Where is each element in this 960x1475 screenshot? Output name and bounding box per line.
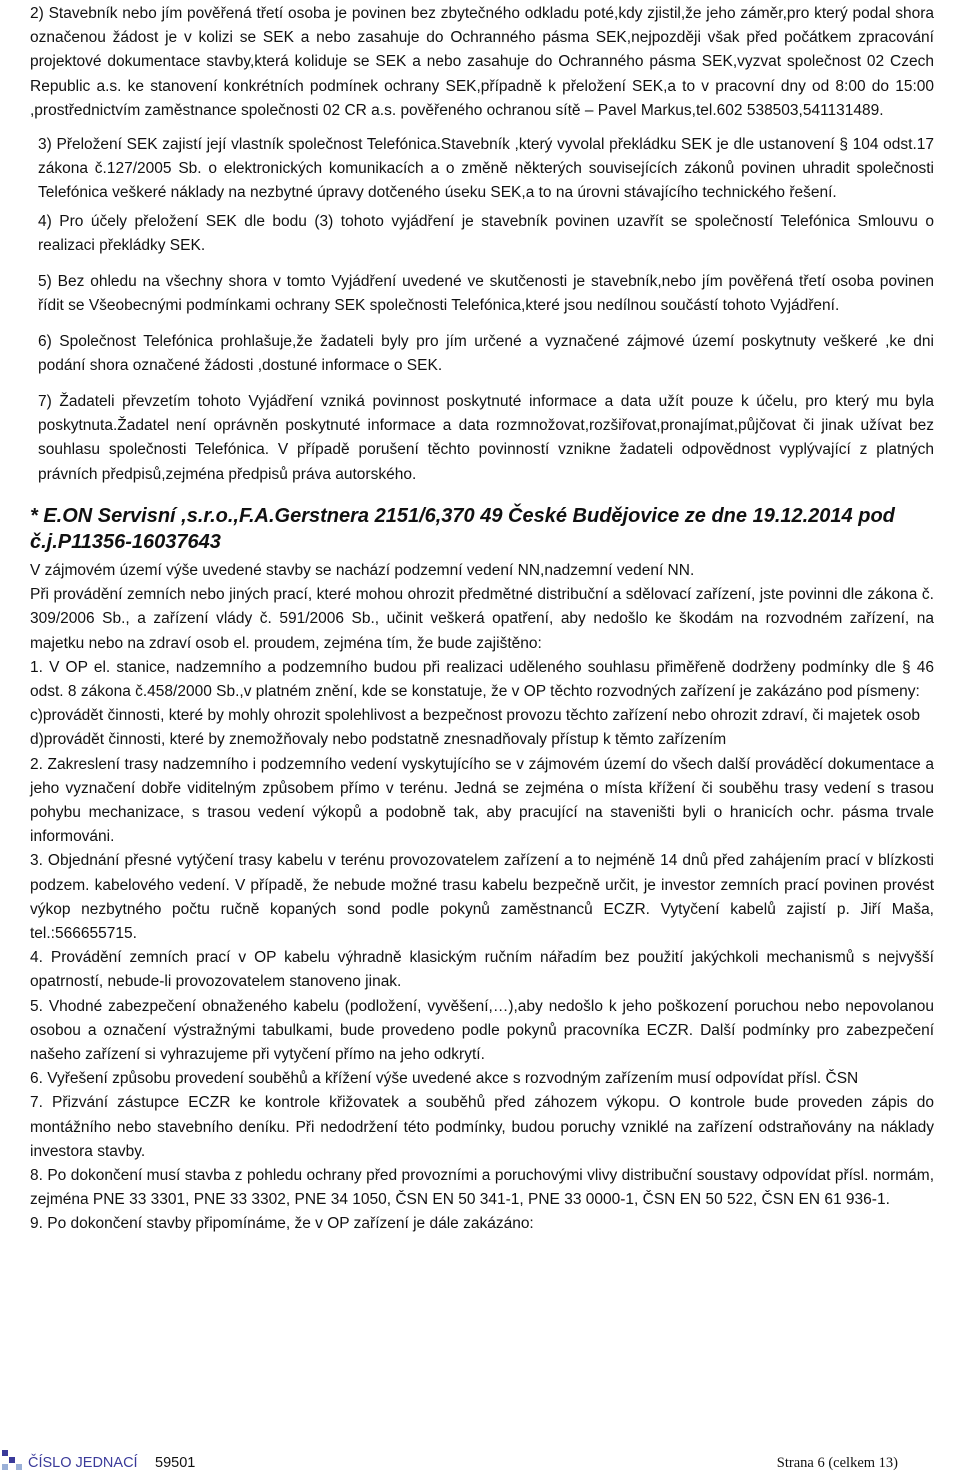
eon-section-body [30,559,934,1237]
telefonica-item-7: 7) Žadateli převzetím tohoto Vyjádření vzniká povinnost poskytnuté informace a data užít pouze k účelu, pro který mu byla poskytnuta.Žadatel není oprávněn poskytnuté informace a data rozmnožovat,rozšiřovat,pronajímat,půjčovat či jinak užívat bez souhlasu společnosti Telefónica. V případě porušení těchto povinností vznikne žadateli odpovědnost vyplývající z platných právních předpisů,zejména předpisů práva autorského. [38,393,934,483]
footer-document-number: 59501 [155,1455,196,1471]
eon-point-3: 3. Objednání přesné vytýčení trasy kabelu v terénu provozovatelem zařízení a to nejméně 14 dnů před zahájením prací v blízkosti podzem. kabelového vedení. V případě, že nebude možné trasu kabelu bezpečně určit, je investor zemních prací povinen provést výkop nezbytného počtu ručně kopaných sond podle pokynů zaměstnanců ECZR. Vytyčení kabelů zajistí p. Jiří Maša, tel.:566655715. [30,852,934,943]
telefonica-item-5: 5) Bez ohledu na všechny shora v tomto Vyjádření uvedené ve skutčenosti je stavebník,nebo jím pověřená třetí osoba povinen řídit se Všeobecnými podmínkami ochrany SEK společnosti Telefónica,které jsou nedílnou součástí tohoto Vyjádření. [38,273,934,315]
footer-document-label: ČÍSLO JEDNACÍ [28,1455,138,1471]
eon-point-1d: d)provádět činnosti, které by znemožňovaly nebo podstatně znesnadňovaly přístup k těmto zařízením [30,731,727,749]
logo-squares-icon [2,1450,22,1472]
eon-point-1: 1. V OP el. stanice, nadzemního a podzemního budou při realizaci uděleného souhlasu přiměřeně dodrženy podmínky dle § 46 odst. 8 zákona č.458/2000 Sb.,v platném znění, kde se konstatuje, že v OP těchto rozvodných zařízení je zakázáno pod písmeny: [30,658,934,701]
telefonica-item-2: 2) Stavebník nebo jím pověřená třetí osoba je povinen bez zbytečného odkladu poté,kdy zjistil,že jeho záměr,pro který podal shora označenou žádost je v kolizi se SEK a nebo zasahuje do Ochranného pásma SEK,nejpozději však před počátkem zpracování projektové dokumentace stavby,která koliduje se SEK a nebo zasahuje do Ochranného pásma SEK,vyzvat společnost 02 Czech Republic a.s. ke stanovení konkrétních podmínek ochrany SEK,případně k přeložení SEK,a to v pracovní dny od 8:00 do 15:00 ,prostřednictvím zaměstnance společnosti 02 CR a.s. pověřeného ochranou sítě – Pavel Markus,tel.602 538503,541131489. [30,5,934,119]
eon-point-5: 5. Vhodné zabezpečení obnaženého kabelu (podložení, vyvěšení,…),aby nedošlo k jeho poškození poruchou nebo nepovolanou osobou a označení výstražnými tabulkami, bude provedeno podle pokynů pracovníka ECZR. Další podmínky pro zabezpečení našeho zařízení si vyhrazujeme při vytyčení přímo na jeho odkrytí. [30,997,934,1064]
eon-point-4: 4. Provádění zemních prací v OP kabelu výhradně klasickým ručním nářadím bez použití jakýchkoli mechanismů s nejvyšší opatrností, nebude-li provozovatelem stanoveno jinak. [30,949,934,991]
eon-point-2: 2. Zakreslení trasy nadzemního i podzemního vedení vyskytujícího se v zájmovém území do všech další prováděcí dokumentace a jeho vyznačení dobře viditelným způsobem přímo v terénu. Jedná se zejména o místa křížení či souběhu trasy vedení s trasou pohybu mechanizace, s trasou vedení výkopů a podobně tak, aby pracující na staveništi byli o hranicích ochr. pásma trvale informováni. [30,755,934,846]
footer-page-number: Strana 6 (celkem 13) [776,1455,898,1471]
eon-point-1c: c)provádět činnosti, které by mohly ohrozit spolehlivost a bezpečnost provozu těchto zařízení nebo ohrozit zdraví, či majetek osob [30,707,920,725]
eon-intro: V zájmovém území výše uvedené stavby se nachází podzemní vedení NN,nadzemní vedení NN. [30,562,695,579]
eon-point-9: 9. Po dokončení stavby připomínáme, že v OP zařízení je dále zakázáno: [30,1215,534,1233]
telefonica-item-4: 4) Pro účely přeložení SEK dle bodu (3) tohoto vyjádření je stavebník povinen uzavřít se společností Telefónica Smlouvu o realizaci překládky SEK. [38,213,934,255]
eon-point-6: 6. Vyřešení způsobu provedení souběhů a křížení výše uvedené akce s rozvodným zařízením musí odpovídat přísl. ČSN [30,1070,859,1088]
telefonica-item-6: 6) Společnost Telefónica prohlašuje,že žadateli byly pro jím určené a vyznačené zájmové území poskytnuty veškeré ,ke dni podání shora označené žádosti ,dostuné informace o SEK. [38,333,934,375]
eon-point-8: 8. Po dokončení musí stavba z pohledu ochrany před provozními a poruchovými vlivy distribuční soustavy odpovídat přísl. normám, zejména PNE 33 3301, PNE 33 3302, PNE 34 1050, ČSN EN 50 341-1, PNE 33 0000-1, ČSN EN 50 522, ČSN EN 61 936-1. [30,1167,934,1209]
page-footer [0,1448,960,1475]
eon-paragraph: Při provádění zemních nebo jiných prací, které mohou ohrozit předmětné distribuční a sdělovací zařízení, jste povinni dle zákona č. 309/2006 Sb., a zařízení vlády č. 591/2006 Sb., učinit veškerá opatření, aby nedošlo ke škodám na rozvodném zařízení, na majetku nebo na zdraví osob el. proudem, zejména tím, že bude zajištěno: [30,586,934,652]
telefonica-item-3: 3) Přeložení SEK zajistí její vlastník společnost Telefónica.Stavebník ,který vyvolal překládku SEK je dle ustanovení § 104 odst.17 zákona č.127/2005 Sb. o elektronických komunikacích a o změně některých souvisejících zákonů povinen uhradit společnosti Telefónica veškeré náklady na nezbytné úpravy dotčeného úseku SEK,a to na úrovni stávajícího technického řešení. [38,136,934,202]
eon-point-7: 7. Přizvání zástupce ECZR ke kontrole křižovatek a souběhů před záhozem výkopu. O kontrole bude proveden zápis do montážního nebo stavebního deníku. Při nedodržení této podmínky, budou poruchy vzniklé na zařízení odstraňovány na náklady investora stavby. [30,1094,934,1160]
eon-heading: * E.ON Servisní ,s.r.o.,F.A.Gerstnera 2151/6,370 49 České Budějovice ze dne 19.12.2014 pod č.j.P11356-16037643 [30,505,895,553]
